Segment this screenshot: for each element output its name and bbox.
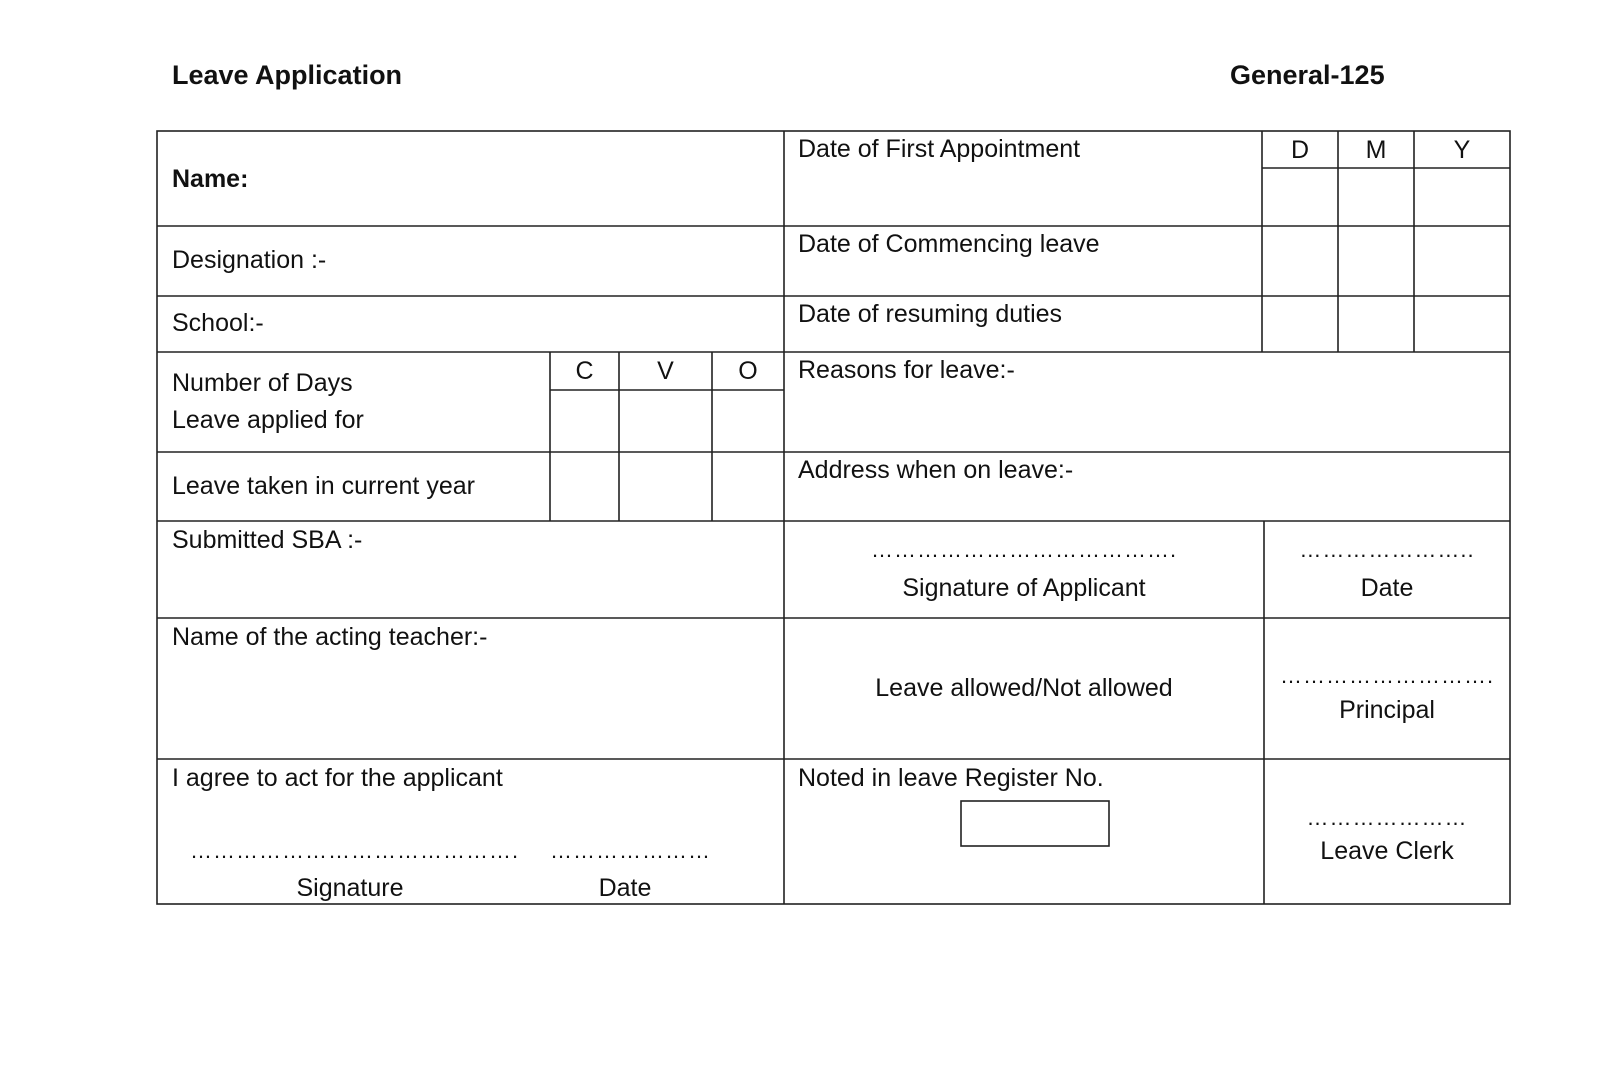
reasons-field[interactable] xyxy=(1040,355,1505,447)
commencing-year-field[interactable] xyxy=(1416,228,1508,294)
resuming-year-field[interactable] xyxy=(1416,298,1508,350)
days-c-field[interactable] xyxy=(552,392,617,450)
form-title: Leave Application xyxy=(172,60,403,90)
school-label: School:- xyxy=(172,309,264,337)
agreement-date-dots: ………………… xyxy=(550,838,711,863)
days-o-field[interactable] xyxy=(714,392,782,450)
register-label: Noted in leave Register No. xyxy=(798,764,1104,792)
resuming-day-field[interactable] xyxy=(1264,298,1336,350)
taken-v-field[interactable] xyxy=(621,454,710,519)
date-part-d: D xyxy=(1290,136,1310,164)
name-label: Name: xyxy=(172,165,249,193)
commencing-label: Date of Commencing leave xyxy=(798,230,1100,258)
leave-type-c: C xyxy=(575,357,594,385)
clerk-label: Leave Clerk xyxy=(1320,837,1454,865)
submitted-sba-field[interactable] xyxy=(380,525,775,615)
applicant-signature-dots: …………………………………. xyxy=(870,537,1178,562)
taken-o-field[interactable] xyxy=(714,454,782,519)
leave-type-o: O xyxy=(738,357,758,385)
reasons-label: Reasons for leave:- xyxy=(798,356,1015,384)
school-field[interactable] xyxy=(270,303,775,343)
applicant-signature-label: Signature of Applicant xyxy=(902,574,1146,602)
appointment-year-field[interactable] xyxy=(1416,170,1508,224)
first-appointment-label: Date of First Appointment xyxy=(798,135,1081,163)
days-label-line1: Number of Days xyxy=(172,369,353,397)
days-v-field[interactable] xyxy=(621,392,710,450)
leave-type-v: V xyxy=(657,357,674,385)
appointment-day-field[interactable] xyxy=(1264,170,1336,224)
agreement-signature-dots: ……………………………………. xyxy=(190,838,520,863)
taken-c-field[interactable] xyxy=(552,454,617,519)
agreement-date-label: Date xyxy=(598,874,652,902)
commencing-month-field[interactable] xyxy=(1340,228,1412,294)
clerk-dots: ………………… xyxy=(1306,805,1468,830)
address-label: Address when on leave:- xyxy=(798,456,1074,484)
leave-status-label: Leave allowed/Not allowed xyxy=(875,674,1173,702)
designation-field[interactable] xyxy=(320,240,775,280)
agreement-signature-label: Signature xyxy=(296,874,404,902)
applicant-date-dots: ………………….. xyxy=(1299,537,1475,562)
date-part-m: M xyxy=(1365,136,1387,164)
commencing-day-field[interactable] xyxy=(1264,228,1336,294)
agreement-label: I agree to act for the applicant xyxy=(172,764,503,792)
submitted-sba-label: Submitted SBA :- xyxy=(172,526,363,554)
name-field[interactable] xyxy=(260,160,775,200)
taken-label: Leave taken in current year xyxy=(172,472,475,500)
acting-teacher-field[interactable] xyxy=(530,622,775,752)
resuming-label: Date of resuming duties xyxy=(798,300,1063,328)
days-label-line2: Leave applied for xyxy=(172,406,364,434)
principal-label: Principal xyxy=(1339,696,1435,724)
acting-teacher-label: Name of the acting teacher:- xyxy=(172,623,488,651)
register-number-field[interactable] xyxy=(963,803,1107,844)
applicant-date-label: Date xyxy=(1360,574,1414,602)
appointment-month-field[interactable] xyxy=(1340,170,1412,224)
address-field[interactable] xyxy=(1110,455,1505,517)
resuming-month-field[interactable] xyxy=(1340,298,1412,350)
designation-label: Designation :- xyxy=(172,246,327,274)
form-code: General-125 xyxy=(1230,60,1385,90)
principal-dots: ………………………. xyxy=(1279,663,1495,688)
date-part-y: Y xyxy=(1453,136,1471,164)
